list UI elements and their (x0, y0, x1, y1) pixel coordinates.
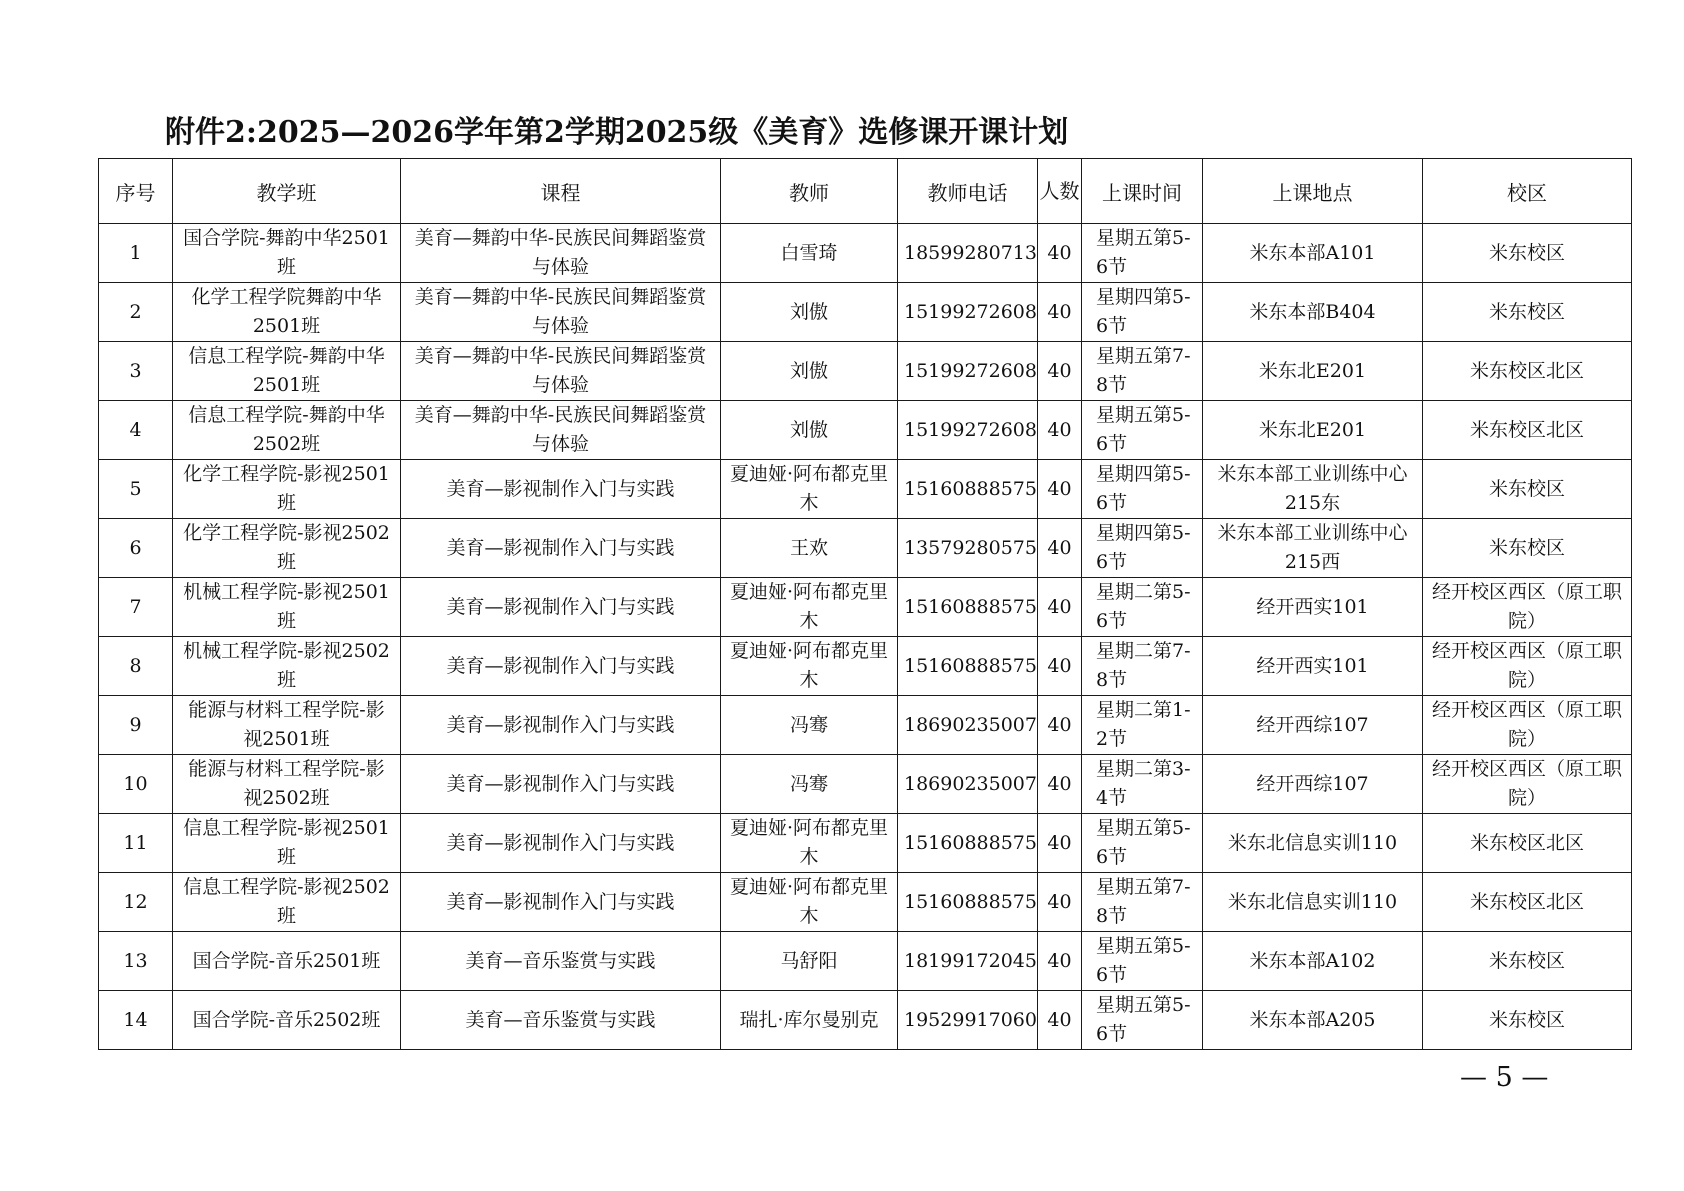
cell-class: 国合学院-音乐2501班 (173, 932, 401, 991)
cell-phone: 18199172045 (898, 932, 1038, 991)
cell-phone: 15160888575 (898, 637, 1038, 696)
cell-count: 40 (1038, 755, 1082, 814)
cell-no: 12 (99, 873, 173, 932)
cell-count: 40 (1038, 873, 1082, 932)
cell-count: 40 (1038, 283, 1082, 342)
cell-course: 美育—舞韵中华-民族民间舞蹈鉴赏与体验 (401, 401, 721, 460)
table-row (99, 932, 1632, 991)
cell-teacher: 夏迪娅·阿布都克里木 (721, 460, 898, 519)
cell-class: 机械工程学院-影视2502班 (173, 637, 401, 696)
cell-course: 美育—影视制作入门与实践 (401, 578, 721, 637)
cell-no: 10 (99, 755, 173, 814)
cell-phone: 18690235007 (898, 696, 1038, 755)
cell-no: 13 (99, 932, 173, 991)
table-row (99, 755, 1632, 814)
header-phone: 教师电话 (898, 159, 1038, 224)
cell-no: 2 (99, 283, 173, 342)
table-row (99, 519, 1632, 578)
cell-course: 美育—影视制作入门与实践 (401, 460, 721, 519)
cell-phone: 18690235007 (898, 755, 1038, 814)
cell-teacher: 冯骞 (721, 696, 898, 755)
cell-location: 经开西实101 (1203, 578, 1423, 637)
cell-course: 美育—影视制作入门与实践 (401, 873, 721, 932)
cell-campus: 经开校区西区（原工职院） (1423, 755, 1632, 814)
table-header-row (99, 159, 1632, 224)
cell-teacher: 夏迪娅·阿布都克里木 (721, 637, 898, 696)
cell-time: 星期五第5-6节 (1082, 814, 1203, 873)
cell-campus: 米东校区 (1423, 283, 1632, 342)
cell-class: 国合学院-舞韵中华2501班 (173, 224, 401, 283)
cell-time: 星期二第5-6节 (1082, 578, 1203, 637)
cell-phone: 15160888575 (898, 873, 1038, 932)
table-row (99, 578, 1632, 637)
header-campus: 校区 (1423, 159, 1632, 224)
cell-count: 40 (1038, 460, 1082, 519)
cell-location: 经开西综107 (1203, 755, 1423, 814)
table-row (99, 342, 1632, 401)
course-plan-table (98, 158, 1632, 1050)
cell-class: 能源与材料工程学院-影视2501班 (173, 696, 401, 755)
cell-campus: 米东校区 (1423, 991, 1632, 1050)
cell-class: 机械工程学院-影视2501班 (173, 578, 401, 637)
cell-count: 40 (1038, 932, 1082, 991)
table-row (99, 283, 1632, 342)
cell-location: 米东北信息实训110 (1203, 873, 1423, 932)
cell-location: 米东本部工业训练中心215东 (1203, 460, 1423, 519)
cell-campus: 米东校区北区 (1423, 873, 1632, 932)
cell-count: 40 (1038, 578, 1082, 637)
cell-count: 40 (1038, 637, 1082, 696)
cell-time: 星期四第5-6节 (1082, 460, 1203, 519)
cell-phone: 19529917060 (898, 991, 1038, 1050)
cell-phone: 13579280575 (898, 519, 1038, 578)
cell-no: 8 (99, 637, 173, 696)
cell-class: 信息工程学院-舞韵中华2501班 (173, 342, 401, 401)
header-no: 序号 (99, 159, 173, 224)
cell-campus: 米东校区 (1423, 932, 1632, 991)
cell-teacher: 王欢 (721, 519, 898, 578)
cell-phone: 15199272608 (898, 342, 1038, 401)
header-class: 教学班 (173, 159, 401, 224)
table-row (99, 814, 1632, 873)
cell-teacher: 马舒阳 (721, 932, 898, 991)
cell-time: 星期四第5-6节 (1082, 283, 1203, 342)
cell-course: 美育—舞韵中华-民族民间舞蹈鉴赏与体验 (401, 342, 721, 401)
cell-no: 1 (99, 224, 173, 283)
cell-phone: 15160888575 (898, 460, 1038, 519)
cell-teacher: 刘傲 (721, 342, 898, 401)
cell-course: 美育—影视制作入门与实践 (401, 637, 721, 696)
cell-class: 信息工程学院-影视2502班 (173, 873, 401, 932)
cell-time: 星期五第7-8节 (1082, 873, 1203, 932)
cell-location: 经开西实101 (1203, 637, 1423, 696)
cell-campus: 米东校区 (1423, 224, 1632, 283)
cell-time: 星期四第5-6节 (1082, 519, 1203, 578)
cell-campus: 经开校区西区（原工职院） (1423, 578, 1632, 637)
cell-no: 3 (99, 342, 173, 401)
cell-class: 国合学院-音乐2502班 (173, 991, 401, 1050)
cell-location: 经开西综107 (1203, 696, 1423, 755)
header-course: 课程 (401, 159, 721, 224)
cell-phone: 15199272608 (898, 401, 1038, 460)
cell-teacher: 白雪琦 (721, 224, 898, 283)
cell-no: 9 (99, 696, 173, 755)
header-time: 上课时间 (1082, 159, 1203, 224)
cell-teacher: 夏迪娅·阿布都克里木 (721, 873, 898, 932)
cell-time: 星期二第1-2节 (1082, 696, 1203, 755)
table-row (99, 460, 1632, 519)
cell-no: 6 (99, 519, 173, 578)
cell-time: 星期二第7-8节 (1082, 637, 1203, 696)
table-body (99, 224, 1632, 1050)
cell-time: 星期二第3-4节 (1082, 755, 1203, 814)
cell-count: 40 (1038, 342, 1082, 401)
cell-count: 40 (1038, 696, 1082, 755)
table-row (99, 696, 1632, 755)
cell-time: 星期五第5-6节 (1082, 224, 1203, 283)
cell-course: 美育—音乐鉴赏与实践 (401, 991, 721, 1050)
cell-count: 40 (1038, 224, 1082, 283)
cell-campus: 米东校区 (1423, 460, 1632, 519)
cell-time: 星期五第5-6节 (1082, 932, 1203, 991)
cell-location: 米东北E201 (1203, 401, 1423, 460)
cell-teacher: 冯骞 (721, 755, 898, 814)
cell-class: 信息工程学院-影视2501班 (173, 814, 401, 873)
cell-teacher: 瑞扎·库尔曼别克 (721, 991, 898, 1050)
cell-count: 40 (1038, 519, 1082, 578)
cell-class: 化学工程学院舞韵中华2501班 (173, 283, 401, 342)
table-row (99, 224, 1632, 283)
cell-time: 星期五第5-6节 (1082, 401, 1203, 460)
cell-count: 40 (1038, 991, 1082, 1050)
cell-class: 能源与材料工程学院-影视2502班 (173, 755, 401, 814)
cell-count: 40 (1038, 401, 1082, 460)
cell-location: 米东本部B404 (1203, 283, 1423, 342)
cell-campus: 米东校区北区 (1423, 401, 1632, 460)
cell-location: 米东北E201 (1203, 342, 1423, 401)
cell-course: 美育—音乐鉴赏与实践 (401, 932, 721, 991)
cell-course: 美育—影视制作入门与实践 (401, 814, 721, 873)
cell-location: 米东本部A102 (1203, 932, 1423, 991)
cell-location: 米东本部A101 (1203, 224, 1423, 283)
cell-campus: 经开校区西区（原工职院） (1423, 696, 1632, 755)
cell-campus: 经开校区西区（原工职院） (1423, 637, 1632, 696)
header-count: 人数 (1038, 159, 1082, 224)
cell-campus: 米东校区北区 (1423, 814, 1632, 873)
cell-phone: 15160888575 (898, 814, 1038, 873)
table-row (99, 401, 1632, 460)
cell-teacher: 刘傲 (721, 283, 898, 342)
page-number: — 5 — (1460, 1062, 1549, 1093)
cell-time: 星期五第5-6节 (1082, 991, 1203, 1050)
cell-no: 4 (99, 401, 173, 460)
cell-class: 化学工程学院-影视2501班 (173, 460, 401, 519)
table-row (99, 637, 1632, 696)
cell-location: 米东北信息实训110 (1203, 814, 1423, 873)
cell-no: 7 (99, 578, 173, 637)
cell-time: 星期五第7-8节 (1082, 342, 1203, 401)
cell-campus: 米东校区北区 (1423, 342, 1632, 401)
cell-course: 美育—舞韵中华-民族民间舞蹈鉴赏与体验 (401, 224, 721, 283)
cell-no: 14 (99, 991, 173, 1050)
cell-no: 5 (99, 460, 173, 519)
cell-course: 美育—影视制作入门与实践 (401, 755, 721, 814)
cell-course: 美育—影视制作入门与实践 (401, 519, 721, 578)
cell-course: 美育—影视制作入门与实践 (401, 696, 721, 755)
table-row (99, 991, 1632, 1050)
cell-no: 11 (99, 814, 173, 873)
cell-location: 米东本部工业训练中心215西 (1203, 519, 1423, 578)
document-title: 附件2:2025—2026学年第2学期2025级《美育》选修课开课计划 (165, 115, 1069, 150)
header-teacher: 教师 (721, 159, 898, 224)
cell-teacher: 刘傲 (721, 401, 898, 460)
cell-campus: 米东校区 (1423, 519, 1632, 578)
cell-teacher: 夏迪娅·阿布都克里木 (721, 578, 898, 637)
header-location: 上课地点 (1203, 159, 1423, 224)
cell-phone: 15199272608 (898, 283, 1038, 342)
cell-count: 40 (1038, 814, 1082, 873)
cell-course: 美育—舞韵中华-民族民间舞蹈鉴赏与体验 (401, 283, 721, 342)
cell-phone: 18599280713 (898, 224, 1038, 283)
cell-teacher: 夏迪娅·阿布都克里木 (721, 814, 898, 873)
table-row (99, 873, 1632, 932)
cell-class: 化学工程学院-影视2502班 (173, 519, 401, 578)
cell-location: 米东本部A205 (1203, 991, 1423, 1050)
cell-phone: 15160888575 (898, 578, 1038, 637)
cell-class: 信息工程学院-舞韵中华2502班 (173, 401, 401, 460)
